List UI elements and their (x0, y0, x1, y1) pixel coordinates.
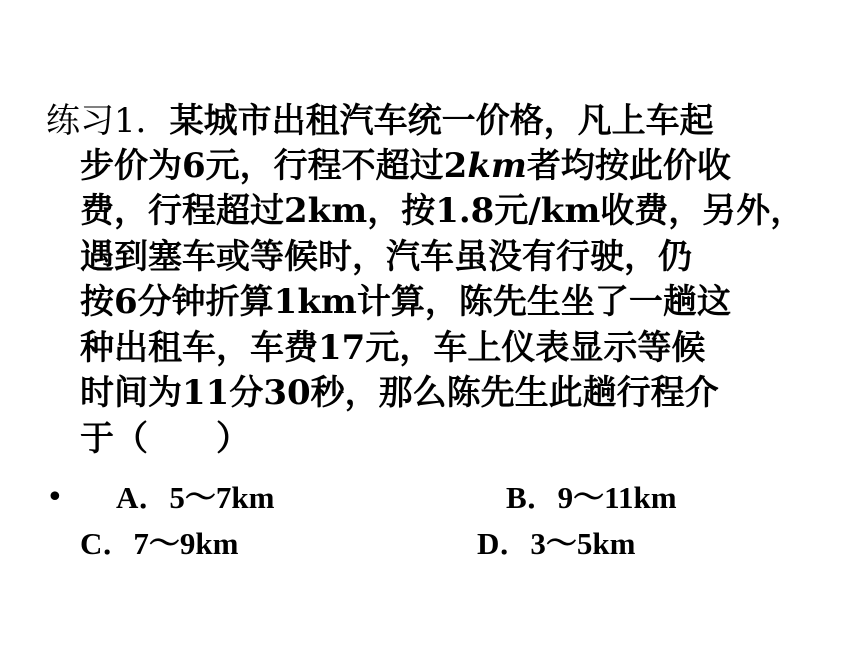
question-line-6: 种出租车，车费17元，车上仪表显示等候 (80, 328, 706, 368)
bullet-point: • (46, 480, 64, 515)
question-text: 步价为6元，行程不超过2 (80, 146, 468, 186)
option-a: A．5～7km (116, 480, 275, 515)
option-c: C．7～9km (80, 526, 239, 561)
question-text: 者均按此价收 (526, 146, 731, 186)
question-line-5: 按6分钟折算1km计算，陈先生坐了一趟这 (80, 282, 731, 322)
question-line-3: 费，行程超过2km，按1.8元/km收费，另外， (80, 191, 805, 231)
question-line-4: 遇到塞车或等候时，汽车虽没有行驶，仍 (80, 237, 692, 277)
question-line-8: 于（ ） (80, 419, 250, 459)
question-line-7: 时间为11分30秒，那么陈先生此趟行程介 (80, 373, 719, 413)
option-d: D．3～5km (477, 526, 636, 561)
question-line-2 (80, 145, 731, 187)
question-line-1 (46, 100, 714, 142)
unit-km-italic: km (467, 146, 527, 186)
option-b: B．9～11km (506, 480, 677, 515)
question-text: 某城市出租汽车统一价格，凡上车起 (169, 101, 714, 141)
exercise-label: 练习1． (46, 101, 170, 141)
